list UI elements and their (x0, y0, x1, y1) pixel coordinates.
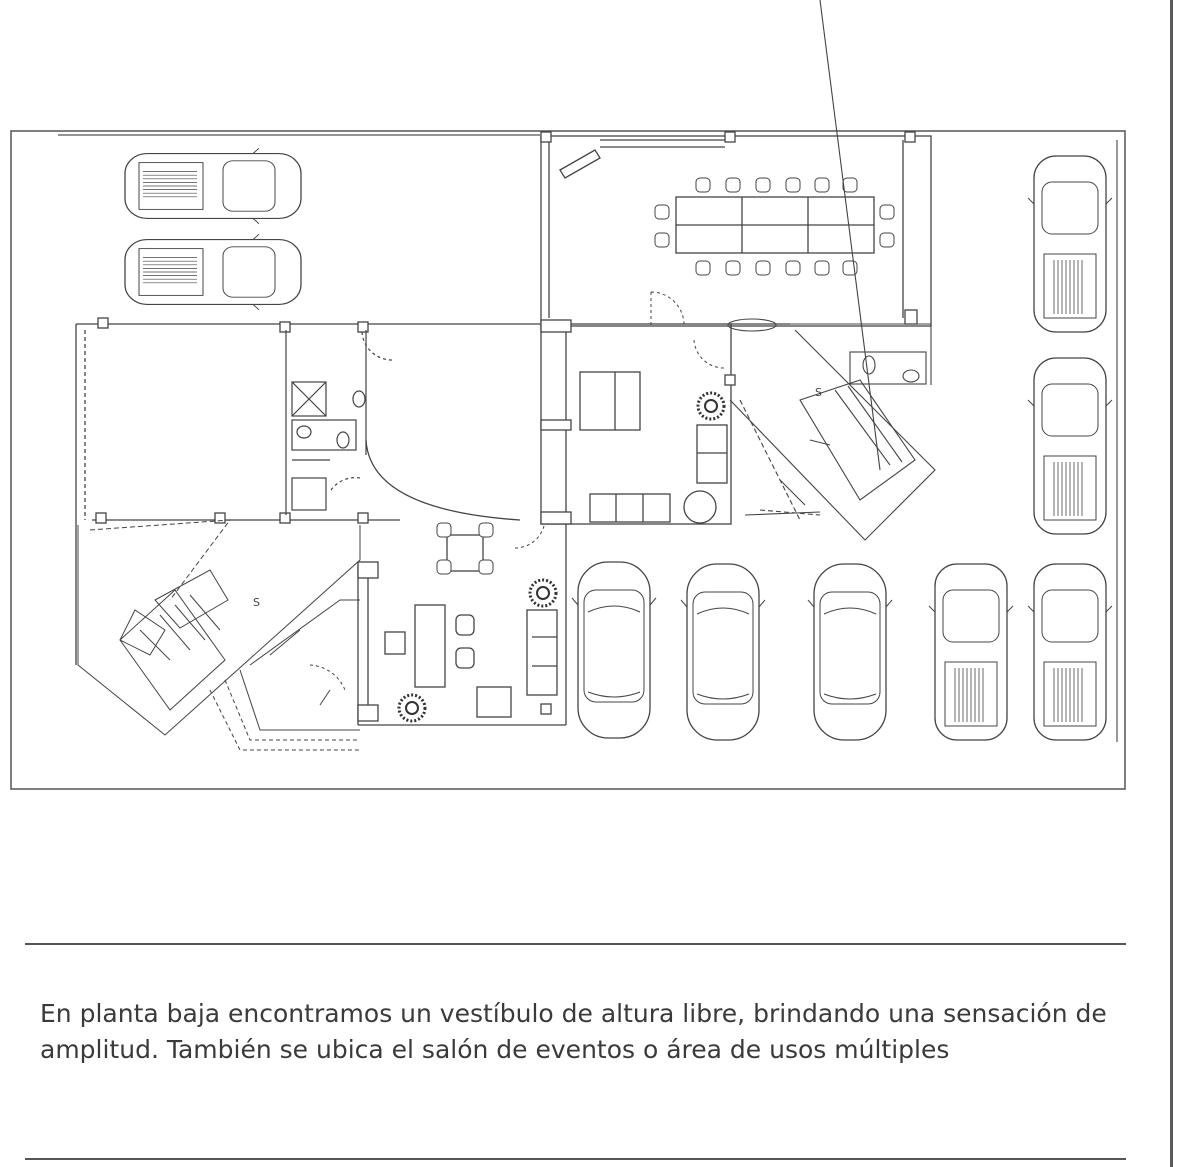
left-wing (76, 318, 540, 665)
parked-car-2 (681, 564, 765, 740)
plant-icon (530, 580, 556, 606)
parked-suv-3 (929, 564, 1013, 740)
parked-car-3 (808, 564, 892, 740)
lobby (358, 520, 566, 725)
stair-label-right: S (815, 386, 822, 399)
parked-suv-1 (1028, 156, 1112, 332)
plant-icon (698, 393, 724, 419)
bathrooms-left (286, 330, 392, 515)
meeting-room (541, 132, 931, 326)
staircase-left (78, 520, 360, 750)
pickup-truck-2 (125, 234, 301, 310)
curved-wall (366, 440, 520, 520)
pickup-truck-1 (125, 148, 301, 224)
office (541, 320, 735, 524)
caption-divider-bottom (25, 1158, 1126, 1160)
parked-car-1 (572, 562, 656, 738)
parked-suv-4 (1028, 564, 1112, 740)
caption-divider-top (25, 943, 1126, 945)
caption-text: En planta baja encontramos un vestíbulo de altura libre, brindando una sensación de amplitud. También se ubica el salón de eventos o área de usos múltiples (40, 999, 1107, 1064)
parked-suv-2 (1028, 358, 1112, 534)
plant-icon (399, 695, 425, 721)
stair-label-left: S (253, 596, 260, 609)
